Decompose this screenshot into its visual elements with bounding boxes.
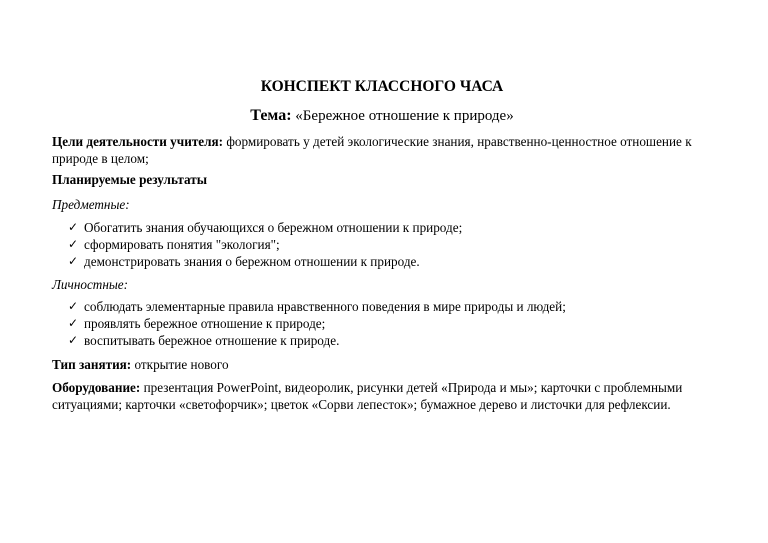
equipment-label: Оборудование: bbox=[52, 380, 141, 395]
goals-text: формировать у детей экологические знания, нравственно-ценностное отношение к природе в целом; bbox=[52, 134, 692, 166]
checkmark-icon: ✓ bbox=[68, 254, 79, 268]
subject-results-label: Предметные: bbox=[52, 197, 130, 212]
list-item-text: демонстрировать знания о бережном отношении к природе. bbox=[84, 254, 420, 269]
personal-results-list bbox=[52, 298, 692, 349]
checkmark-icon: ✓ bbox=[68, 333, 79, 347]
personal-results-label: Личностные: bbox=[52, 277, 129, 292]
subject-results-list bbox=[52, 219, 692, 270]
topic-line bbox=[52, 106, 712, 126]
topic-label: Тема: bbox=[250, 107, 292, 124]
goals-paragraph bbox=[52, 133, 712, 167]
list-item bbox=[52, 219, 692, 236]
list-item bbox=[52, 298, 692, 315]
lesson-type-text: открытие нового bbox=[134, 357, 229, 372]
goals-label: Цели деятельности учителя: bbox=[52, 134, 224, 149]
equipment-paragraph bbox=[52, 379, 712, 413]
equipment-text: презентация PowerPoint, видеоролик, рисунки детей «Природа и мы»; карточки с проблемными ситуациями; карточки «светофорчик»; цветок «Сорви лепесток»; бумажное дерево и листочки для рефлексии. bbox=[52, 380, 683, 412]
list-item-text: соблюдать элементарные правила нравственного поведения в мире природы и людей; bbox=[84, 299, 566, 314]
list-item bbox=[52, 253, 692, 270]
list-item bbox=[52, 315, 692, 332]
list-item-text: воспитывать бережное отношение к природе. bbox=[84, 333, 340, 348]
topic-text: «Бережное отношение к природе» bbox=[295, 108, 514, 124]
lesson-type-paragraph bbox=[52, 356, 712, 373]
checkmark-icon: ✓ bbox=[68, 299, 79, 313]
list-item bbox=[52, 332, 692, 349]
checkmark-icon: ✓ bbox=[68, 220, 79, 234]
list-item-text: проявлять бережное отношение к природе; bbox=[84, 316, 326, 331]
list-item-text: сформировать понятия "экология"; bbox=[84, 237, 280, 252]
list-item bbox=[52, 236, 692, 253]
checkmark-icon: ✓ bbox=[68, 237, 79, 251]
lesson-type-label: Тип занятия: bbox=[52, 357, 132, 372]
document-page bbox=[52, 0, 712, 543]
results-heading: Планируемые результаты bbox=[52, 172, 208, 187]
list-item-text: Обогатить знания обучающихся о бережном отношении к природе; bbox=[84, 220, 463, 235]
checkmark-icon: ✓ bbox=[68, 316, 79, 330]
document-title: КОНСПЕКТ КЛАССНОГО ЧАСА bbox=[260, 78, 504, 95]
